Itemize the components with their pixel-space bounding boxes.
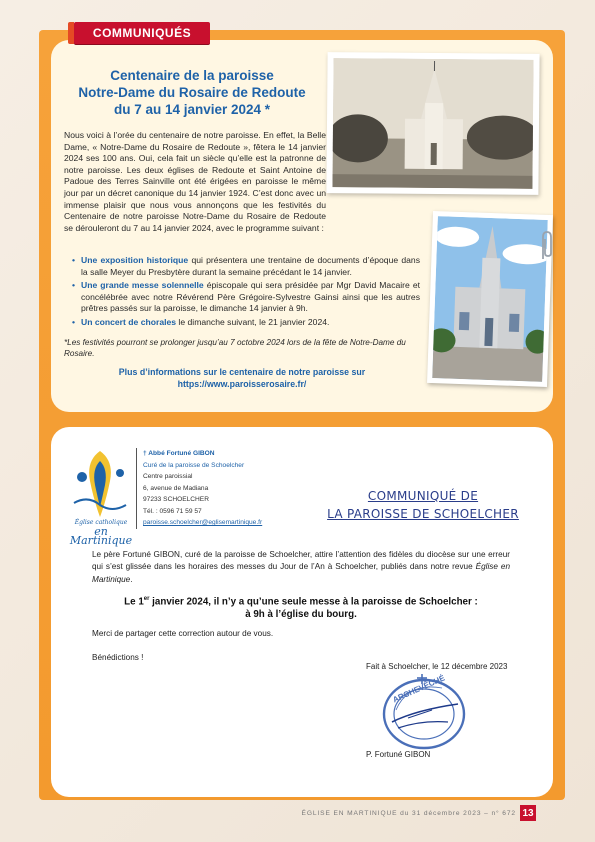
sender-address-line: 6, avenue de Madiana — [143, 484, 209, 492]
logo-caption-small: Église catholique — [74, 519, 128, 526]
diocese-logo — [70, 447, 130, 523]
page-number: 13 — [520, 805, 536, 821]
letter-intro-text: Le père Fortuné GIBON, curé de la paroisse de Schoelcher, attire l’attention des fidèles du diocèse sur une erreur qui s’est glissée dans les horaires des messes du Jour de l’An à Schoelcher, publiés dans notre revue — [92, 550, 510, 572]
communique-heading-line: LA PAROISSE DE SCHOELCHER — [327, 507, 519, 521]
communique-heading-line: COMMUNIQUÉ DE — [367, 489, 479, 503]
program-item-text: qui présentera une trentaine de documents d’époque dans la salle Meyer du Presbytère durant la semaine précédant le 14 janvier. — [81, 255, 420, 277]
article-title-line: Centenaire de la paroisse — [110, 68, 274, 83]
letter-blessing: Bénédictions ! — [92, 653, 144, 662]
program-item-title: Une grande messe solennelle — [81, 280, 204, 291]
announcement-ordinal: er — [143, 596, 150, 602]
church-color-photo — [427, 211, 553, 387]
sender-phone: Tél. : 0596 71 59 57 — [143, 507, 202, 515]
parish-website-link[interactable]: https://www.paroisserosaire.fr/ — [177, 379, 307, 389]
logo-caption-big: en Martinique — [69, 525, 133, 547]
letter-intro-end: . — [130, 574, 133, 584]
old-church-photo — [326, 52, 539, 195]
program-item — [64, 280, 420, 315]
letter-announcement — [92, 593, 510, 621]
program-item — [64, 317, 420, 329]
program-item-text: le dimanche suivant, le 21 janvier 2024. — [176, 316, 330, 327]
program-item — [64, 255, 420, 278]
sender-parish: Curé de la paroisse de Schoelcher — [143, 461, 245, 469]
more-info — [64, 366, 420, 390]
more-info-text: Plus d’informations sur le centenaire de notre paroisse sur — [118, 367, 366, 377]
article-paragraph: Nous voici à l’orée du centenaire de notre paroisse. En effet, la Belle Dame, « Notre-Dame du Rosaire de Redoute », fêtera le 14 janvier 2024 ses 100 ans. Oui, cela fait un siècle qu’elle est la patronne de notre paroisse. Les deux églises de Redoute et Saint Antoine de Padoue des Terres Sainville ont été érigées en paroisse le même jour par un décret canonique du 14 janvier 1924. C’est donc avec un immense plaisir que nous vous annonçons que les festivités du Centenaire de notre paroisse Notre-Dame du Rosaire de Redoute se dérouleront du 7 au 14 janvier 2024, avec le programme suivant : — [64, 130, 326, 233]
announcement-line: à 9h à l’église du bourg. — [245, 609, 357, 621]
program-list — [64, 255, 420, 329]
parish-stamp-icon — [378, 670, 470, 756]
announcement-text: janvier 2024, il n’y a qu’une seule messe à la paroisse de Schoelcher : — [149, 596, 478, 608]
letter-signature: P. Fortuné GIBON — [366, 750, 431, 759]
article-title-line: Notre-Dame du Rosaire de Redoute — [78, 85, 306, 100]
article-body — [64, 130, 326, 234]
announcement-line — [92, 593, 510, 608]
svg-text:ARCHEVÊCHÉ: ARCHEVÊCHÉ — [391, 673, 447, 705]
letter-intro — [92, 549, 510, 586]
sender-name: † Abbé Fortuné GIBON — [143, 450, 215, 457]
sender-address-line: Centre paroissial — [143, 473, 193, 480]
program-item-title: Une exposition historique — [81, 255, 189, 265]
article-title-line: du 7 au 14 janvier 2024 * — [113, 102, 271, 117]
article-program — [64, 253, 420, 331]
letter-thanks: Merci de partager cette correction autour de vous. — [92, 629, 274, 638]
paperclip-icon — [537, 229, 557, 261]
article-title — [64, 67, 320, 118]
article-footnote: *Les festivités pourront se prolonger jusqu’au 7 octobre 2024 lors de la fête de Notre-Dame du Rosaire. — [64, 338, 406, 358]
sender-email-link[interactable]: paroisse.schoelcher@eglisemartinique.fr — [143, 519, 263, 526]
letter-date: Fait à Schoelcher, le 12 décembre 2023 — [366, 662, 508, 671]
section-tab — [74, 22, 210, 44]
section-label: COMMUNIQUÉS — [92, 26, 192, 40]
old-church-illustration — [332, 58, 533, 189]
sender-address-line: 97233 SCHOELCHER — [143, 496, 209, 503]
announcement-day: Le 1 — [124, 596, 144, 608]
magazine-title: Église en Martinique — [92, 562, 511, 584]
page-footer: ÉGLISE EN MARTINIQUE du 31 décembre 2023 – n° 672 — [301, 810, 516, 817]
program-item-title: Un concert de chorales — [81, 316, 177, 327]
sender-block — [136, 448, 296, 529]
logo-caption — [65, 518, 137, 545]
church-color-illustration — [432, 216, 548, 382]
program-item-text: épiscopale qui sera présidée par Mgr David Macaire et concélébrée avec notre Révérend Père Grégoire-Sylvestre Gainsi ainsi que les autres prêtres passés sur la paroisse, le dimanche 14 janvier à 9h. — [81, 280, 420, 314]
communique-heading — [318, 487, 528, 523]
